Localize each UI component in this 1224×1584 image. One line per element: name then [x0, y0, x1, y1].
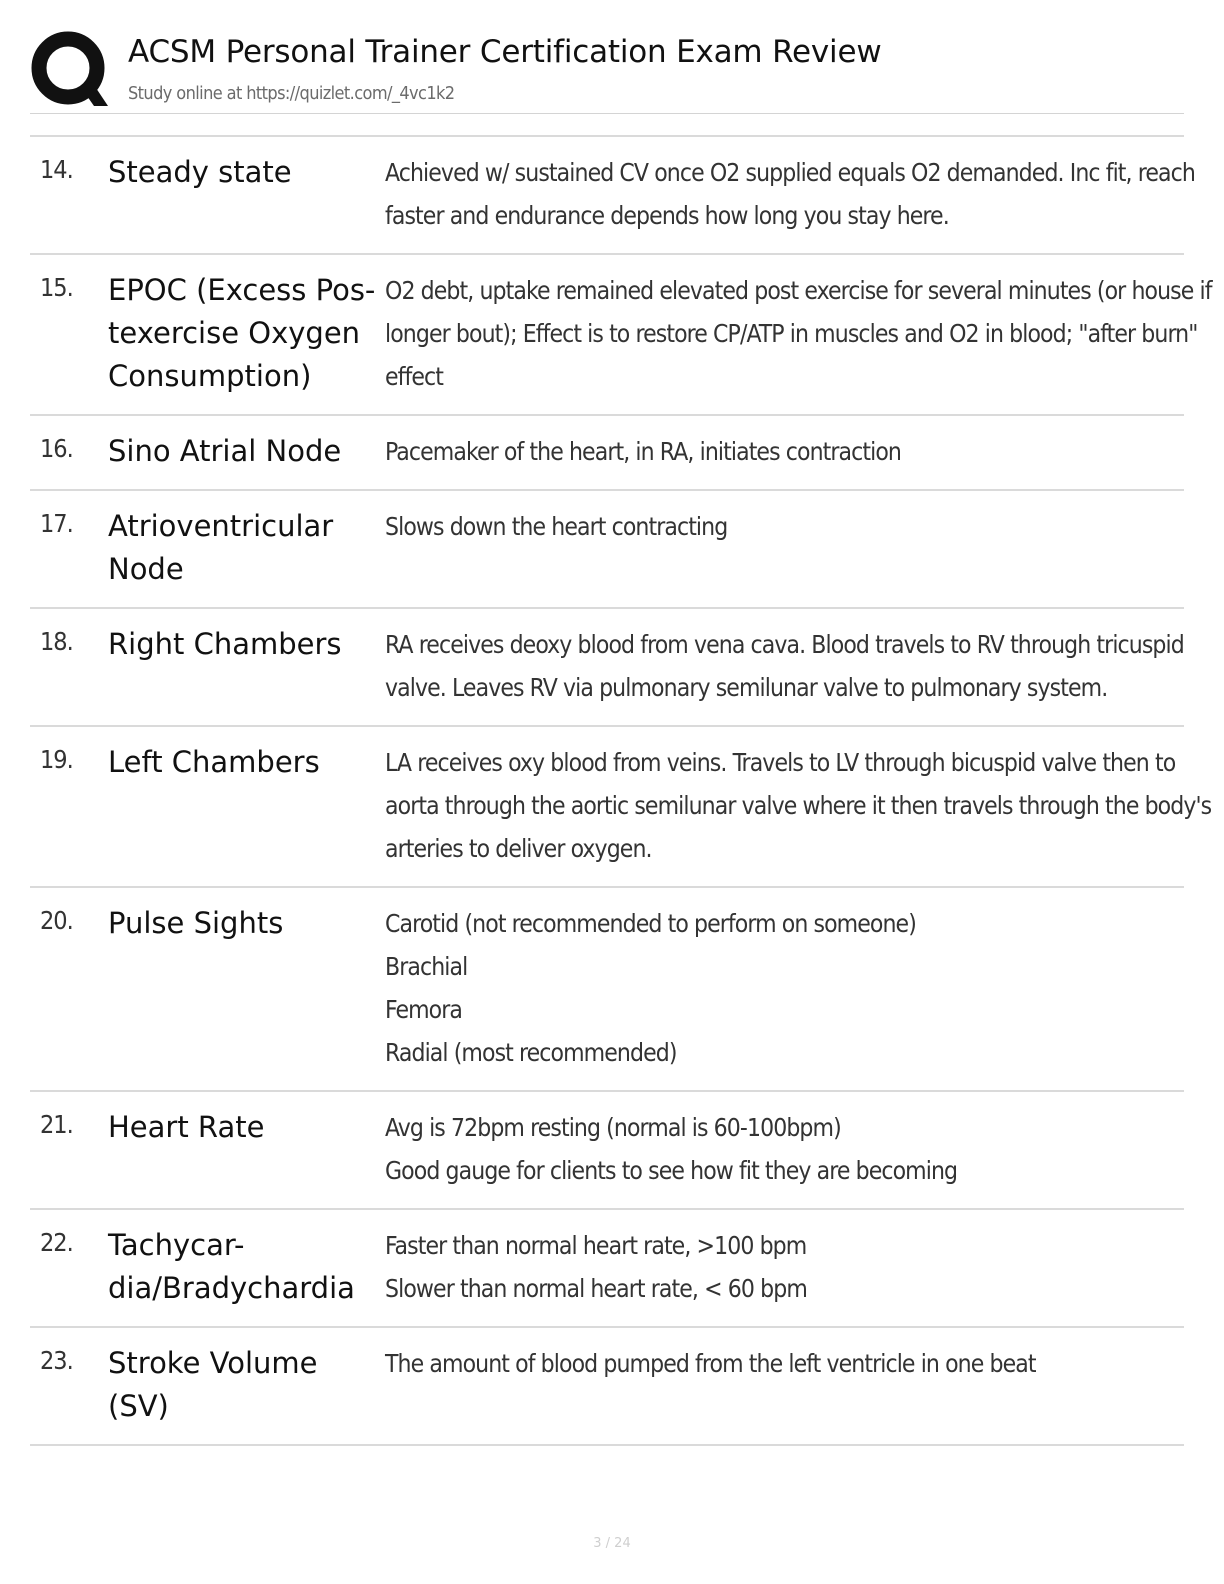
flashcard-row [30, 1208, 1184, 1326]
card-number: 16. [40, 434, 73, 463]
header-divider [30, 113, 1184, 114]
flashcard-row [30, 414, 1184, 489]
page-subtitle: Study online at https://quizlet.com/_4vc1k2 [128, 83, 455, 104]
card-number: 18. [40, 627, 73, 656]
definition-line: effect [385, 362, 443, 391]
definition-line: Slows down the heart contracting [385, 512, 728, 541]
definition-line: valve. Leaves RV via pulmonary semilunar valve to pulmonary system. [385, 673, 1108, 702]
card-number: 20. [40, 906, 73, 935]
flashcard-row [30, 135, 1195, 253]
quizlet-logo-icon [30, 30, 110, 110]
document-header [30, 28, 1184, 114]
page-title: ACSM Personal Trainer Certification Exam Review [128, 34, 882, 70]
definition-line: Good gauge for clients to see how fit they are becoming [385, 1156, 958, 1185]
card-definition [385, 269, 1212, 398]
card-term: EPOC (Excess Pos-texercise Oxygen Consumption) [108, 273, 376, 393]
card-number: 15. [40, 273, 73, 302]
card-definition [385, 1224, 1175, 1310]
card-definition [385, 151, 1195, 237]
card-term: Left Chambers [108, 745, 320, 779]
definition-line: faster and endurance depends how long you stay here. [385, 201, 949, 230]
flashcard-row [30, 1326, 1184, 1446]
card-term: Sino Atrial Node [108, 434, 342, 468]
card-term: Stroke Volume (SV) [108, 1346, 318, 1423]
definition-line: Brachial [385, 952, 468, 981]
definition-line: aorta through the aortic semilunar valve where it then travels through the body's [385, 791, 1212, 820]
card-definition [385, 902, 1175, 1074]
definition-line: Carotid (not recommended to perform on someone) [385, 909, 916, 938]
page-number: 3 / 24 [593, 1536, 631, 1551]
definition-line: RA receives deoxy blood from vena cava. Blood travels to RV through tricuspid [385, 630, 1184, 659]
definition-line: O2 debt, uptake remained elevated post exercise for several minutes (or house if [385, 276, 1212, 305]
card-definition [385, 505, 1175, 548]
flashcard-row [30, 725, 1212, 886]
card-term: Tachycar-dia/Bradychardia [108, 1228, 355, 1305]
card-number: 17. [40, 509, 73, 538]
flashcard-row [30, 607, 1184, 725]
card-number: 21. [40, 1110, 73, 1139]
definition-line: LA receives oxy blood from veins. Travels to LV through bicuspid valve then to [385, 748, 1176, 777]
definition-line: Achieved w/ sustained CV once O2 supplied equals O2 demanded. Inc fit, reach [385, 158, 1195, 187]
card-number: 23. [40, 1346, 73, 1375]
definition-line: Radial (most recommended) [385, 1038, 677, 1067]
flashcard-row [30, 1090, 1184, 1208]
card-number: 19. [40, 745, 73, 774]
definition-line: Slower than normal heart rate, < 60 bpm [385, 1274, 807, 1303]
definition-line: Avg is 72bpm resting (normal is 60-100bpm) [385, 1113, 841, 1142]
card-definition [385, 1106, 1175, 1192]
card-definition [385, 430, 1175, 473]
card-number: 22. [40, 1228, 73, 1257]
card-term: Atrioventricular Node [108, 509, 334, 586]
flashcard-list [30, 135, 1212, 1446]
card-term: Steady state [108, 155, 292, 189]
definition-line: arteries to deliver oxygen. [385, 834, 652, 863]
flashcard-row [30, 489, 1184, 607]
definition-line: longer bout); Effect is to restore CP/ATP in muscles and O2 in blood; "after burn" [385, 319, 1198, 348]
card-term: Heart Rate [108, 1110, 265, 1144]
card-number: 14. [40, 155, 73, 184]
card-definition [385, 623, 1184, 709]
card-term: Right Chambers [108, 627, 342, 661]
card-definition [385, 1342, 1175, 1385]
card-term: Pulse Sights [108, 906, 284, 940]
definition-line: Faster than normal heart rate, >100 bpm [385, 1231, 807, 1260]
definition-line: Pacemaker of the heart, in RA, initiates contraction [385, 437, 901, 466]
flashcard-row [30, 253, 1212, 414]
definition-line: Femora [385, 995, 463, 1024]
flashcard-row [30, 886, 1184, 1090]
card-definition [385, 741, 1212, 870]
definition-line: The amount of blood pumped from the left ventricle in one beat [385, 1349, 1036, 1378]
